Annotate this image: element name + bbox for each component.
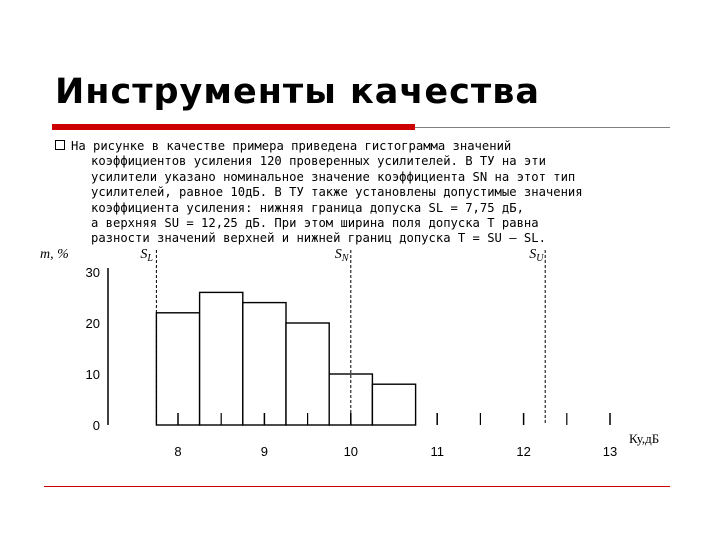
reference-label-su: $S_U$ (529, 247, 544, 264)
x-tick-label: 11 (430, 444, 444, 459)
x-tick-label: 9 (260, 444, 269, 459)
x-tick-label: 12 (516, 444, 531, 459)
histogram-bar (200, 292, 243, 425)
chart-bottom-rule (44, 486, 670, 487)
y-tick-label: 10 (85, 367, 100, 382)
y-tick-label: 0 (92, 418, 100, 433)
x-axis-label: Ку,дБ (629, 431, 660, 446)
x-tick-label: 13 (602, 444, 618, 459)
body-line-2: коэффициентов усиления 120 проверенных усилителей. В ТУ на эти (91, 154, 546, 169)
x-tick-label: 10 (343, 444, 359, 459)
body-line-6: а верхняя SU = 12,25 дБ. При этом ширина поля допуска Т равна (91, 216, 539, 231)
histogram-bar (286, 323, 329, 425)
body-text-1: На рисунке в качестве примера приведена гистограмма значений (71, 139, 512, 153)
slide-title: Инструменты качества (55, 72, 540, 112)
reference-label-sn: $S_N$ (334, 247, 349, 264)
y-axis-label: m, % (40, 247, 69, 262)
histogram-bar (156, 313, 199, 425)
y-tick-label: 20 (85, 316, 100, 331)
y-tick-label: 30 (85, 265, 100, 280)
body-line-3: усилители указано номинальное значение коэффициента SN на этот тип (91, 169, 576, 184)
x-tick-label: 8 (174, 444, 182, 459)
reference-label-sl: $S_L$ (140, 247, 153, 264)
body-line-5: коэффициента усиления: нижняя граница допуска SL = 7,75 дБ, (91, 200, 524, 215)
histogram-bar (372, 384, 415, 425)
body-line-4: усилителей, равное 10дБ. В ТУ также установлены допустимые значения (91, 185, 583, 200)
histogram-bar (243, 303, 286, 425)
body-line-7: разности значений верхней и нижней границ допуска T = SU – SL. (91, 231, 546, 246)
